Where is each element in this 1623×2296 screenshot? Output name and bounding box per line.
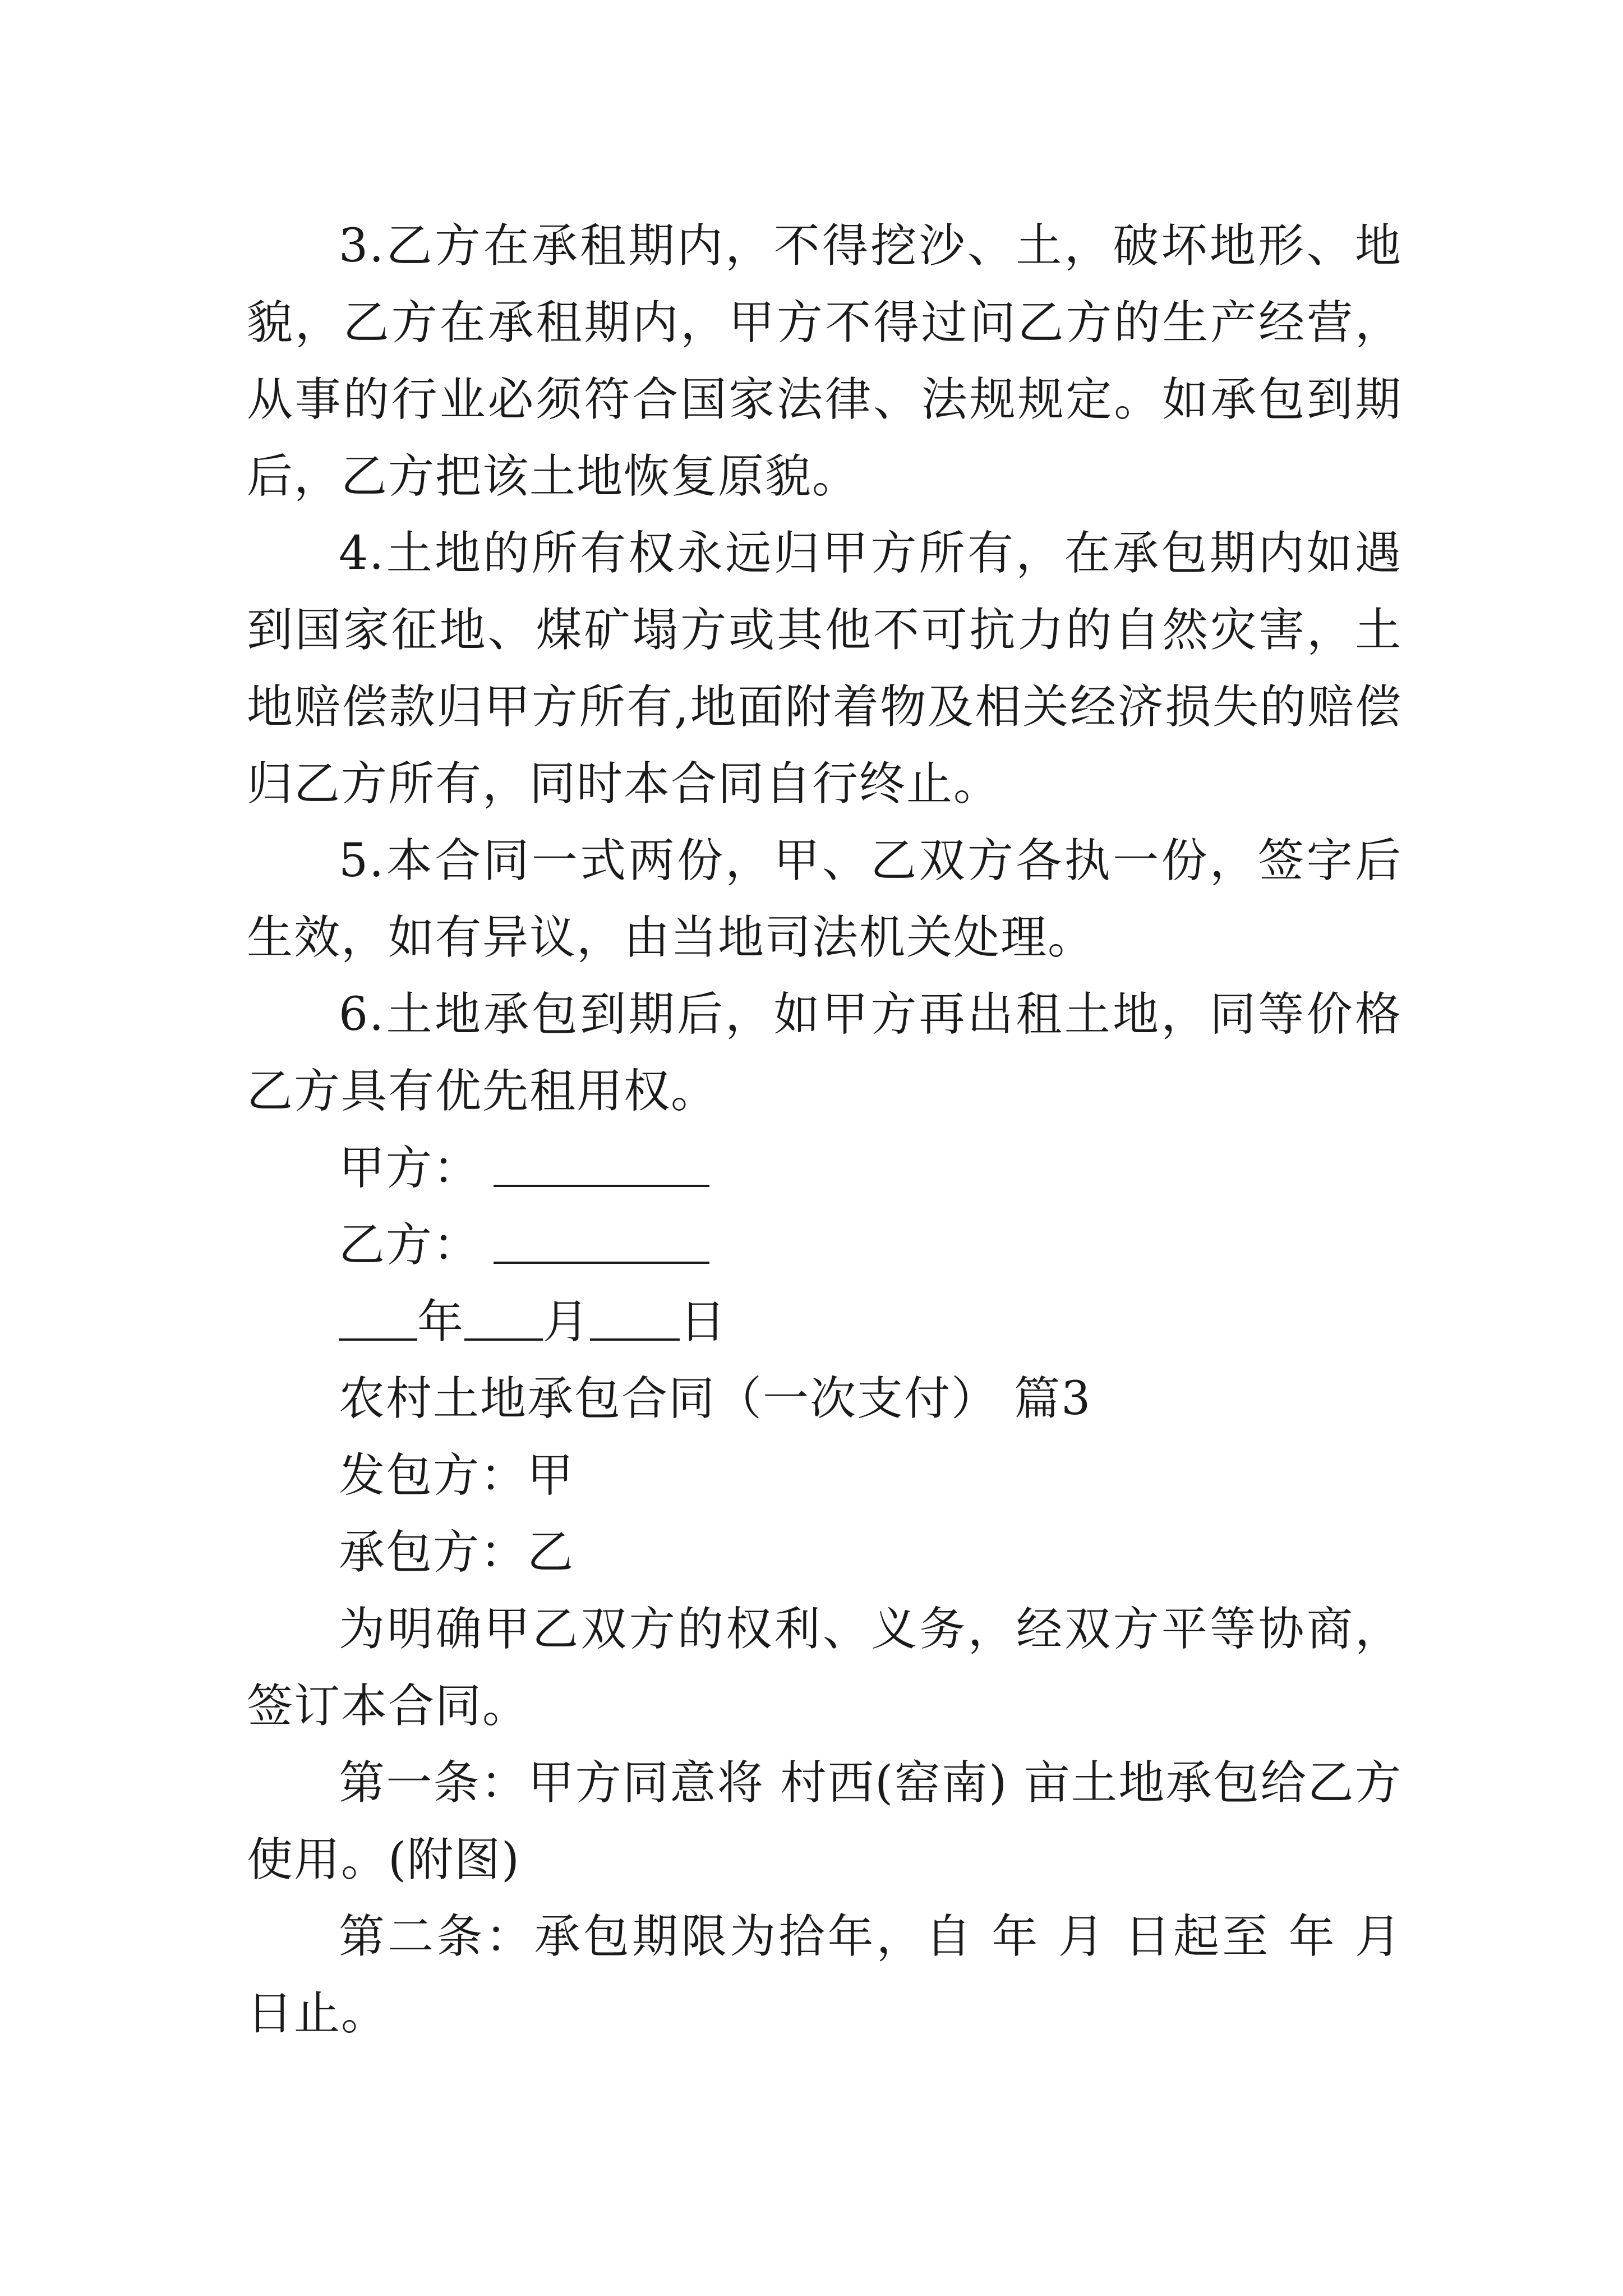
issuer-line: 发包方：甲 [339,1449,575,1502]
month-blank [464,1292,543,1341]
year-blank [339,1292,417,1341]
intro-paragraph: 为明确甲乙双方的权利、义务，经双方平等协商，签订本合同。 [247,1603,1402,1733]
party-b-blank [494,1216,709,1264]
date-line [247,1283,1402,1360]
clause-3: 3.乙方在承租期内，不得挖沙、土，破坏地形、地貌，乙方在承租期内，甲方不得过问乙方的生产经营，从事的行业必须符合国家法律、法规规定。如承包到期后，乙方把该土地恢复原貌。 [247,219,1402,503]
party-a-blank [494,1139,709,1187]
article-1: 第一条：甲方同意将 村西(窑南) 亩土地承包给乙方使用。(附图) [247,1756,1402,1887]
clause-6: 6.土地承包到期后，如甲方再出租土地，同等价格乙方具有优先租用权。 [247,988,1402,1118]
year-label: 年 [417,1295,465,1349]
day-label: 日 [680,1295,727,1349]
party-b-signature-line [247,1207,1402,1283]
day-blank [590,1292,680,1341]
party-b-label: 乙方： [339,1218,481,1272]
contractor-line: 承包方：乙 [339,1526,575,1579]
clause-4: 4.土地的所有权永远归甲方所有，在承包期内如遇到国家征地、煤矿塌方或其他不可抗力的自然灾害，土地赔偿款归甲方所有,地面附着物及相关经济损失的赔偿归乙方所有，同时本合同自行终止。 [247,527,1402,811]
clause-5: 5.本合同一式两份，甲、乙双方各执一份，签字后生效，如有异议，由当地司法机关处理。 [247,834,1402,964]
document-page [247,208,1402,2052]
party-a-label: 甲方： [339,1142,481,1195]
party-a-signature-line [247,1130,1402,1207]
month-label: 月 [543,1295,591,1349]
section-title: 农村土地承包合同（一次支付） 篇3 [339,1372,1092,1425]
article-2: 第二条：承包期限为拾年，自 年 月 日起至 年 月 日止。 [247,1910,1402,2040]
